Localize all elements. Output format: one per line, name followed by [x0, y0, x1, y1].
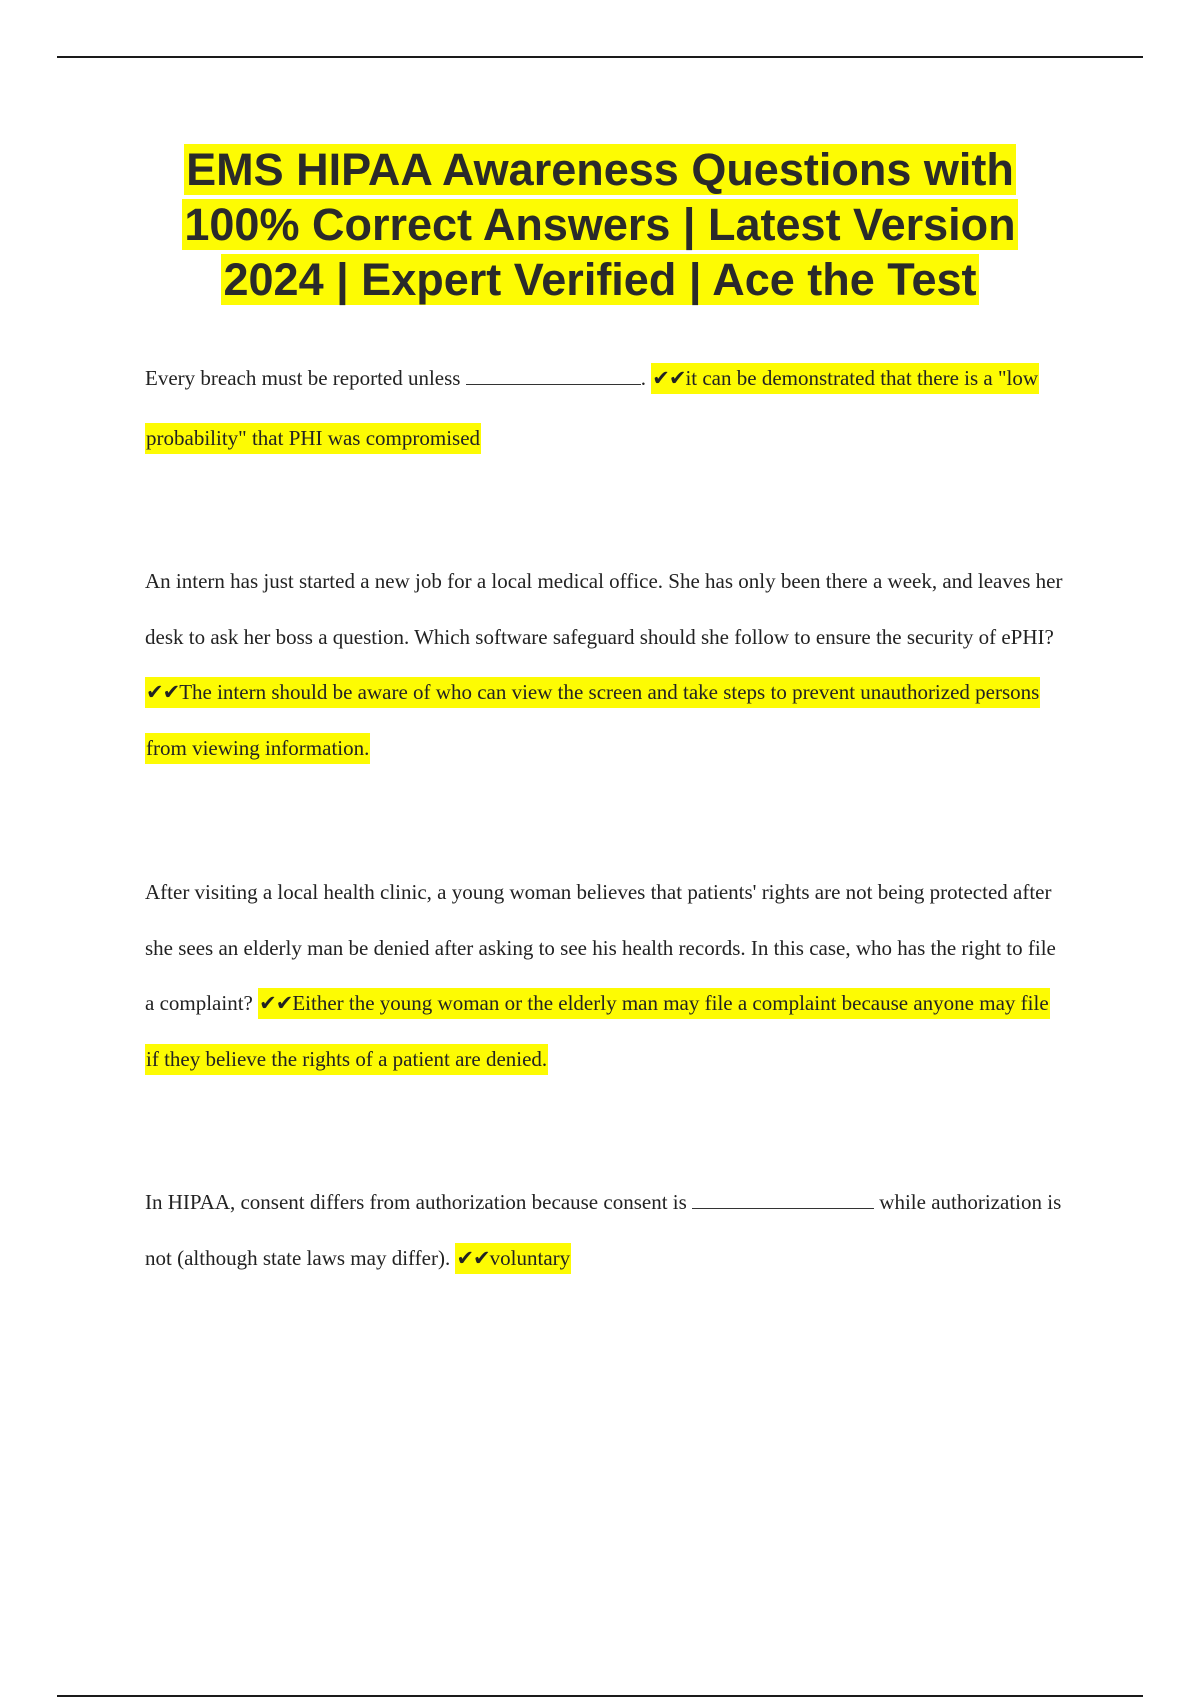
- title-highlight: EMS HIPAA Awareness Questions with 100% Correct Answers | Latest Version 2024 | Expert Verified | Ace the Test: [184, 144, 1016, 305]
- answer-2-text: The intern should be aware of who can view the screen and take steps to prevent unauthorized persons from viewing information.: [146, 680, 1040, 760]
- bottom-rule: [57, 1695, 1143, 1697]
- fill-in-blank-2: [692, 1190, 874, 1209]
- check-mark-icon: ✔✔: [652, 366, 686, 390]
- answer-4-text: voluntary: [489, 1245, 571, 1270]
- question-2-text: An intern has just started a new job for a local medical office. She has only been there a week, and leaves her desk to ask her boss a question. Which software safeguard should she follow to ensure the security of ePHI?: [145, 569, 1063, 649]
- fill-in-blank-1: [466, 366, 641, 385]
- question-4-end: while authorization is not (although state laws may differ).: [145, 1190, 1062, 1270]
- answer-1-text: it can be demonstrated that there is a "low probability" that PHI was compromised: [146, 366, 1039, 450]
- qa-item-2: [145, 554, 1065, 776]
- question-4-text: In HIPAA, consent differs from authorization because consent is: [145, 1190, 687, 1214]
- question-3-text: After visiting a local health clinic, a young woman believes that patients' rights are not being protected after she sees an elderly man be denied after asking to see his health records. In this case, who has the right to file a complaint?: [145, 880, 1056, 1015]
- qa-item-1: [145, 348, 1065, 468]
- document-title: [130, 142, 1070, 307]
- top-rule: [57, 56, 1143, 58]
- check-mark-icon: ✔✔: [456, 1245, 490, 1270]
- answer-3: [145, 988, 1050, 1075]
- check-mark-icon: ✔✔: [146, 680, 180, 704]
- question-1-text: Every breach must be reported unless: [145, 366, 461, 390]
- question-1-end: .: [640, 366, 646, 390]
- check-mark-icon: ✔✔: [259, 991, 293, 1015]
- qa-item-4: [145, 1175, 1065, 1286]
- qa-item-3: [145, 865, 1065, 1087]
- answer-2: [145, 677, 1040, 764]
- answer-4: [455, 1243, 571, 1274]
- answer-3-text: Either the young woman or the elderly man may file a complaint because anyone may file if they believe the rights of a patient are denied.: [146, 991, 1049, 1071]
